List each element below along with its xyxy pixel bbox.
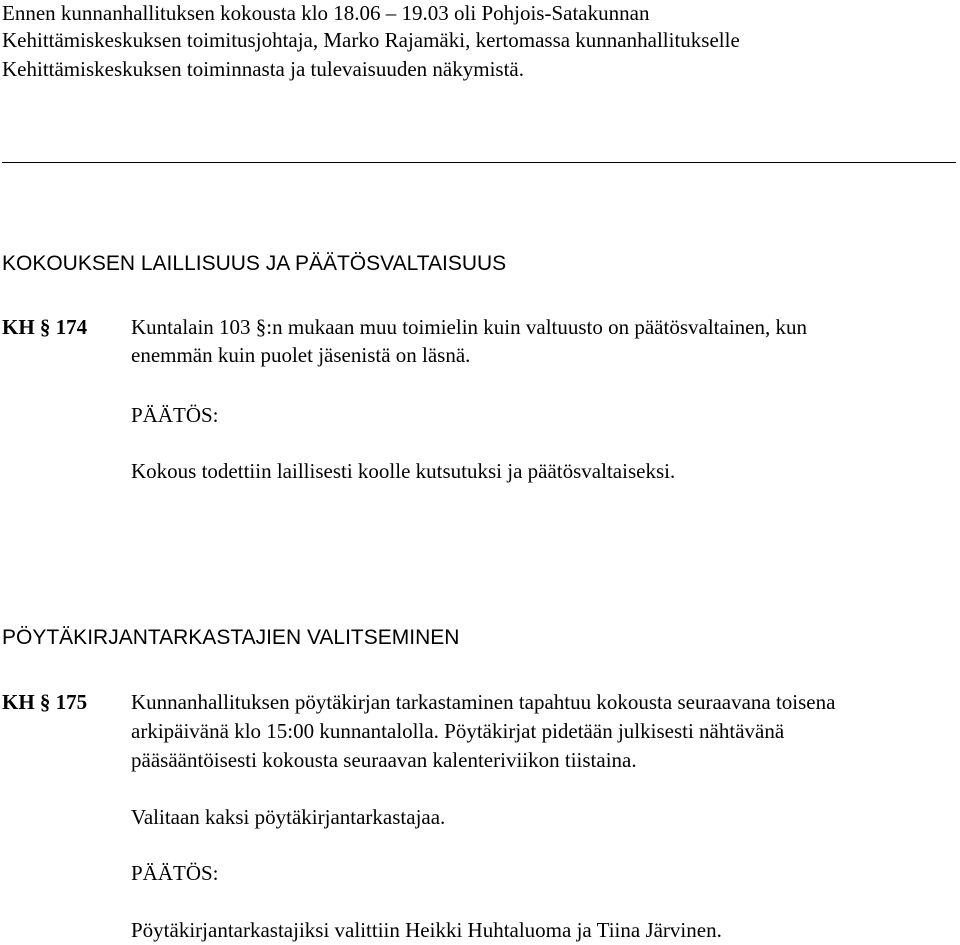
section2-extra-line: Valitaan kaksi pöytäkirjantarkastajaa. [131,805,446,829]
section-heading-legality: KOKOUKSEN LAILLISUUS JA PÄÄTÖSVALTAISUUS [2,252,507,275]
section1-body-line-2: enemmän kuin puolet jäsenistä on läsnä. [131,343,471,367]
intro-line-2: Kehittämiskeskuksen toimitusjohtaja, Marko Rajamäki, kertomassa kunnanhallitukselle [2,28,740,52]
section1-body-line-1: Kuntalain 103 §:n mukaan muu toimielin kuin valtuusto on päätösvaltainen, kun [131,315,807,339]
section2-decision-text: Pöytäkirjantarkastajiksi valittiin Heikki Huhtaluoma ja Tiina Järvinen. [131,918,722,942]
section2-body-line-3: pääsääntöisesti kokousta seuraavan kalenteriviikon tiistaina. [131,748,637,772]
section-ref-175: KH § 175 [2,690,88,714]
section2-body-line-1: Kunnanhallituksen pöytäkirjan tarkastaminen tapahtuu kokousta seuraavana toisena [131,690,836,714]
section1-decision-label: PÄÄTÖS: [131,403,219,427]
section1-decision-text: Kokous todettiin laillisesti koolle kutsutuksi ja päätösvaltaiseksi. [131,459,676,483]
section-ref-174: KH § 174 [2,315,88,339]
intro-line-1: Ennen kunnanhallituksen kokousta klo 18.06 – 19.03 oli Pohjois-Satakunnan [2,1,650,25]
section-heading-minutes-checkers: PÖYTÄKIRJANTARKASTAJIEN VALITSEMINEN [2,626,460,649]
separator-rule [2,162,956,163]
section2-decision-label: PÄÄTÖS: [131,861,219,885]
section2-body-line-2: arkipäivänä klo 15:00 kunnantalolla. Pöytäkirjat pidetään julkisesti nähtävänä [131,719,785,743]
intro-line-3: Kehittämiskeskuksen toiminnasta ja tulevaisuuden näkymistä. [2,57,524,81]
